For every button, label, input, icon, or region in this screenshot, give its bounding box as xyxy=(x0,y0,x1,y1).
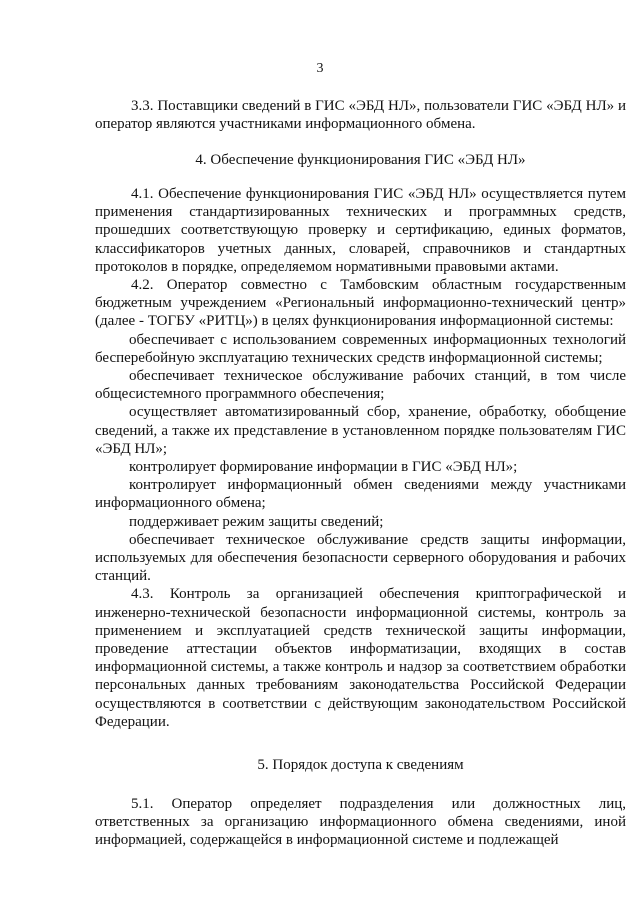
page-number: 3 xyxy=(316,61,324,76)
list-item-4-2-1: обеспечивает с использованием современных информационных технологий бесперебойную эксплуатацию технических средств информационной системы; xyxy=(95,331,626,366)
paragraph-3-3-block xyxy=(95,97,626,133)
section-4-heading: 4. Обеспечение функционирования ГИС «ЭБД НЛ» xyxy=(195,152,526,168)
paragraph-4-3: 4.3. Контроль за организацией обеспечения криптографической и инженерно-технической безопасности информационной системы, контроль за применением и эксплуатацией средств технической защиты информации, проведение аттестации объектов информатизации, входящих в состав информационной системы, а также контроль и надзор за соответствием обработки персональных данных требованиям законодательства Российской Федерации осуществляются в соответствии с действующим законодательством Российской Федерации. xyxy=(95,586,626,730)
paragraph-4-1: 4.1. Обеспечение функционирования ГИС «ЭБД НЛ» осуществляется путем применения стандартизированных технических и программных средств, прошедших соответствующую проверку и сертификацию, единых форматов, классификаторов учетных данных, словарей, справочников и стандартных протоколов в порядке, определяемом нормативными правовыми актами. xyxy=(95,186,626,275)
list-item-4-2-2: обеспечивает техническое обслуживание рабочих станций, в том числе общесистемного программного обеспечения; xyxy=(95,368,626,403)
list-item-4-2-5: контролирует информационный обмен сведениями между участниками информационного обмена; xyxy=(95,477,626,512)
paragraph-4-2: 4.2. Оператор совместно с Тамбовским областным государственным бюджетным учреждением «Региональный информационно-технический центр» (далее - ТОГБУ «РИТЦ») в целях функционирования информационной системы: xyxy=(95,277,626,330)
section-5-heading: 5. Порядок доступа к сведениям xyxy=(257,757,464,773)
list-item-4-2-7: обеспечивает техническое обслуживание средств защиты информации, используемых для обеспечения безопасности серверного оборудования и рабочих станций. xyxy=(95,531,626,585)
paragraph-5-1: 5.1. Оператор определяет подразделения или должностных лиц, ответственных за организацию информационного обмена сведениями, иной информацией, содержащейся в информационной системе и подлежащей xyxy=(95,796,626,849)
paragraph-3-3: 3.3. Поставщики сведений в ГИС «ЭБД НЛ», пользователи ГИС «ЭБД НЛ» и оператор являются участниками информационного обмена. xyxy=(95,98,626,133)
list-item-4-2-6: поддерживает режим защиты сведений; xyxy=(129,513,384,530)
section-4-body xyxy=(95,185,626,731)
list-item-4-2-4: контролирует формирование информации в ГИС «ЭБД НЛ»; xyxy=(129,459,518,476)
section-5-body xyxy=(95,795,626,850)
list-item-4-2-3: осуществляет автоматизированный сбор, хранение, обработку, обобщение сведений, а также их представление в установленном порядке пользователям ГИС «ЭБД НЛ»; xyxy=(95,404,626,457)
